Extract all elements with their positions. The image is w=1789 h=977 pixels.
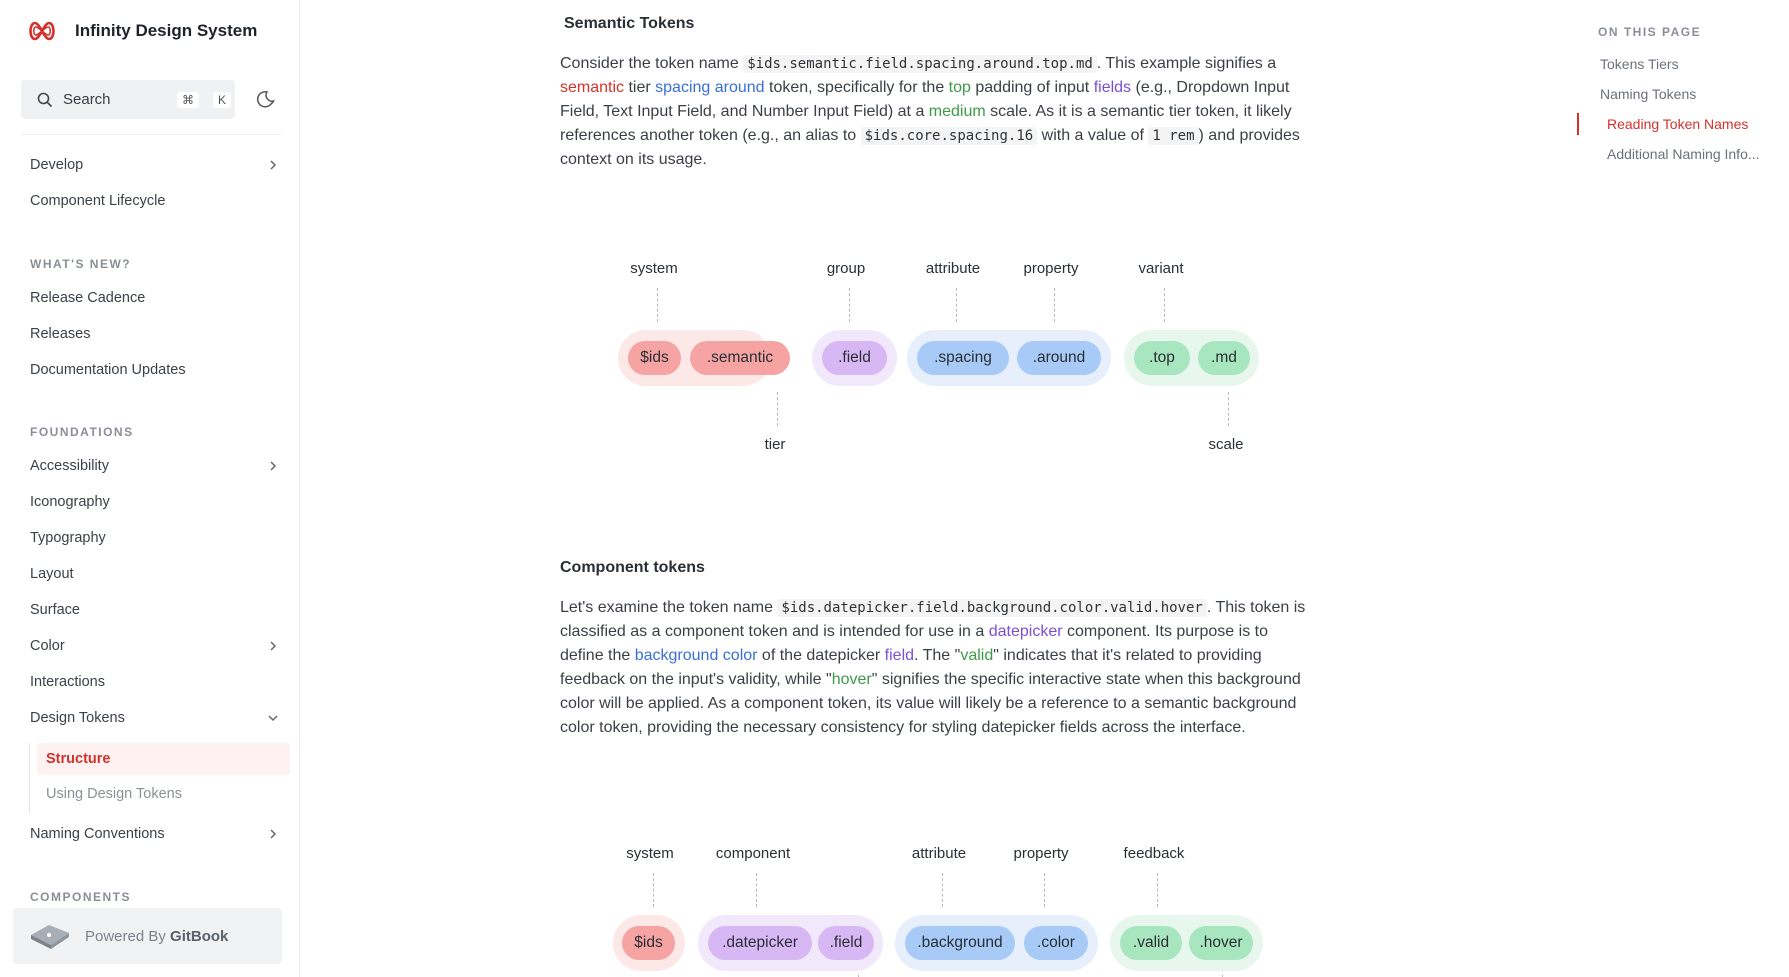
sidebar-item-label: Typography (30, 530, 106, 546)
token-pill: .semantic (690, 341, 790, 375)
search-button[interactable] (21, 80, 235, 119)
connector (1228, 392, 1229, 426)
sidebar-item-label: Releases (30, 326, 91, 342)
connector (1164, 288, 1165, 322)
sidebar-item-accessibility[interactable] (30, 458, 280, 474)
label-system: system (626, 845, 674, 862)
brand-name: Infinity Design System (75, 21, 258, 40)
gitbook-icon (29, 919, 71, 953)
connector (1044, 873, 1045, 907)
main-content (300, 0, 1580, 977)
chevron-right-icon (266, 639, 280, 653)
token-pill: .field (822, 341, 887, 375)
connector (777, 392, 778, 426)
semantic-paragraph (560, 52, 1315, 172)
sidebar-item-naming-conventions[interactable] (30, 826, 280, 842)
toc-item-reading-token-names[interactable]: Reading Token Names (1607, 116, 1749, 132)
highlight-datepicker: datepicker (988, 623, 1063, 640)
toc-item-naming-tokens[interactable]: Naming Tokens (1600, 86, 1697, 102)
token-pill: $ids (622, 926, 675, 960)
token-pill: .color (1024, 926, 1088, 960)
sidebar-item-release-cadence[interactable] (30, 290, 280, 306)
text: with a value of (1037, 127, 1149, 144)
sidebar-item-label: Naming Conventions (30, 826, 165, 842)
heading-component-tokens: Component tokens (560, 559, 705, 576)
connector (956, 288, 957, 322)
label-component: component (715, 845, 791, 862)
connector (653, 873, 654, 907)
label-system: system (630, 260, 678, 277)
text: component. Its purpose is to define the (560, 623, 1268, 664)
text: Consider the token name (560, 55, 744, 72)
sidebar-item-design-tokens[interactable] (30, 710, 280, 726)
powered-prefix: Powered By (85, 927, 166, 945)
text: . This example signifies a (1096, 55, 1277, 72)
text: tier (624, 79, 656, 96)
search-icon (37, 92, 53, 108)
kbd-k: K (213, 92, 231, 108)
sidebar-item-typography[interactable] (30, 530, 280, 546)
highlight-hover: hover (831, 671, 872, 688)
sidebar-item-label: Component Lifecycle (30, 193, 166, 209)
text: . This token is classified as a component token and is intended for use in a (560, 599, 1306, 640)
highlight-fields: fields (1093, 79, 1132, 96)
sidebar-item-layout[interactable] (30, 566, 280, 582)
text: of the datepicker (757, 647, 885, 664)
section-heading-components: COMPONENTS (30, 890, 132, 904)
sidebar-item-label: Layout (30, 566, 74, 582)
connector (942, 873, 943, 907)
sidebar-item-using-design-tokens[interactable]: Using Design Tokens (46, 786, 182, 802)
sidebar (0, 0, 300, 977)
connector (657, 288, 658, 322)
sidebar-item-label: Release Cadence (30, 290, 146, 306)
toc-active-indicator (1577, 113, 1579, 135)
highlight-valid: valid (960, 647, 994, 664)
chevron-right-icon (266, 459, 280, 473)
brand[interactable] (27, 18, 257, 44)
label-tier: tier (764, 436, 786, 453)
text: (e.g., Dropdown Input Field, Text Input Field, and Number Input Field) at a (560, 79, 1290, 120)
kbd-cmd: ⌘ (177, 92, 199, 108)
text: padding of input (970, 79, 1094, 96)
text: scale. As it is a semantic tier token, it likely references another token (e.g., an alias to (560, 103, 1292, 144)
code-token: $ids.semantic.field.spacing.around.top.md (743, 55, 1097, 73)
section-heading-foundations: FOUNDATIONS (30, 425, 134, 439)
token-pill: .around (1017, 341, 1101, 375)
label-group: group (826, 260, 866, 277)
sidebar-item-label: Iconography (30, 494, 110, 510)
sidebar-item-label: Design Tokens (30, 710, 125, 726)
sidebar-item-label: Interactions (30, 674, 105, 690)
toc-item-tokens-tiers[interactable]: Tokens Tiers (1600, 56, 1679, 72)
sidebar-item-label: Documentation Updates (30, 362, 186, 378)
highlight-spacing: spacing around (655, 79, 765, 96)
powered-by-gitbook[interactable] (13, 908, 282, 964)
sidebar-divider (21, 134, 281, 135)
search-label: Search (63, 91, 111, 108)
code-token: $ids.datepicker.field.background.color.valid.hover (777, 599, 1206, 617)
sidebar-item-structure[interactable] (37, 743, 290, 775)
sidebar-item-label: Surface (30, 602, 80, 618)
token-pill: .top (1134, 341, 1190, 375)
subnav-guide-line (29, 743, 30, 813)
heading-semantic-tokens: Semantic Tokens (564, 15, 695, 32)
semantic-token-diagram (300, 250, 1580, 510)
toc-heading: ON THIS PAGE (1598, 25, 1702, 39)
connector (1157, 873, 1158, 907)
label-attribute: attribute (925, 260, 981, 277)
highlight-top: top (948, 79, 971, 96)
sidebar-item-component-lifecycle[interactable] (30, 193, 280, 209)
label-variant: variant (1138, 260, 1184, 277)
connector (849, 288, 850, 322)
text: token, specifically for the (764, 79, 949, 96)
token-pill: .datepicker (708, 926, 812, 960)
sidebar-item-releases[interactable] (30, 326, 280, 342)
code-token: $ids.core.spacing.16 (861, 127, 1038, 145)
sidebar-item-label: Accessibility (30, 458, 109, 474)
chevron-down-icon (266, 711, 280, 725)
label-feedback: feedback (1123, 845, 1185, 862)
label-property: property (1013, 845, 1069, 862)
token-pill: .background (905, 926, 1015, 960)
token-pill: .hover (1189, 926, 1253, 960)
highlight-medium: medium (928, 103, 986, 120)
chevron-right-icon (266, 158, 280, 172)
sidebar-item-documentation-updates[interactable] (30, 362, 280, 378)
label-attribute: attribute (911, 845, 967, 862)
token-pill: .field (818, 926, 874, 960)
label-property: property (1023, 260, 1079, 277)
section-heading-whats-new: WHAT'S NEW? (30, 257, 132, 271)
infinity-logo-icon (27, 18, 57, 44)
sidebar-item-develop[interactable] (30, 157, 280, 173)
connector (756, 873, 757, 907)
text: Let's examine the token name (560, 599, 778, 616)
sidebar-item-surface[interactable] (30, 602, 280, 618)
component-token-diagram (300, 835, 1580, 977)
sidebar-item-interactions[interactable] (30, 674, 280, 690)
sidebar-item-iconography[interactable] (30, 494, 280, 510)
text: . The " (914, 647, 961, 664)
text: " indicates that it's related to providing feedback on the input's validity, while " (560, 647, 1262, 688)
text: " signifies the specific interactive state when this background color will be applied. As a component token, its value will likely be a reference to a semantic background color token, providing the necessary consistency for styling datepicker fields across the interface. (560, 671, 1301, 736)
highlight-field: field (884, 647, 915, 664)
highlight-background-color: background color (634, 647, 758, 664)
highlight-semantic: semantic (560, 79, 625, 96)
token-pill: .md (1198, 341, 1250, 375)
sidebar-item-label: Structure (46, 751, 111, 767)
token-pill: .valid (1120, 926, 1182, 960)
code-token: 1 rem (1148, 127, 1198, 145)
sidebar-item-label: Color (30, 638, 65, 654)
powered-text (85, 928, 228, 945)
moon-icon[interactable] (256, 88, 278, 110)
label-scale: scale (1208, 436, 1244, 453)
on-this-page (1580, 0, 1789, 977)
component-paragraph (560, 596, 1315, 740)
connector (1054, 288, 1055, 322)
powered-brand: GitBook (170, 927, 229, 945)
text: ) and provides context on its usage. (560, 127, 1300, 168)
sidebar-item-label: Develop (30, 157, 84, 173)
toc-item-additional-naming-info[interactable]: Additional Naming Info... (1607, 146, 1760, 162)
token-pill: .spacing (917, 341, 1009, 375)
token-pill: $ids (628, 341, 681, 375)
chevron-right-icon (266, 827, 280, 841)
sidebar-item-color[interactable] (30, 638, 280, 654)
